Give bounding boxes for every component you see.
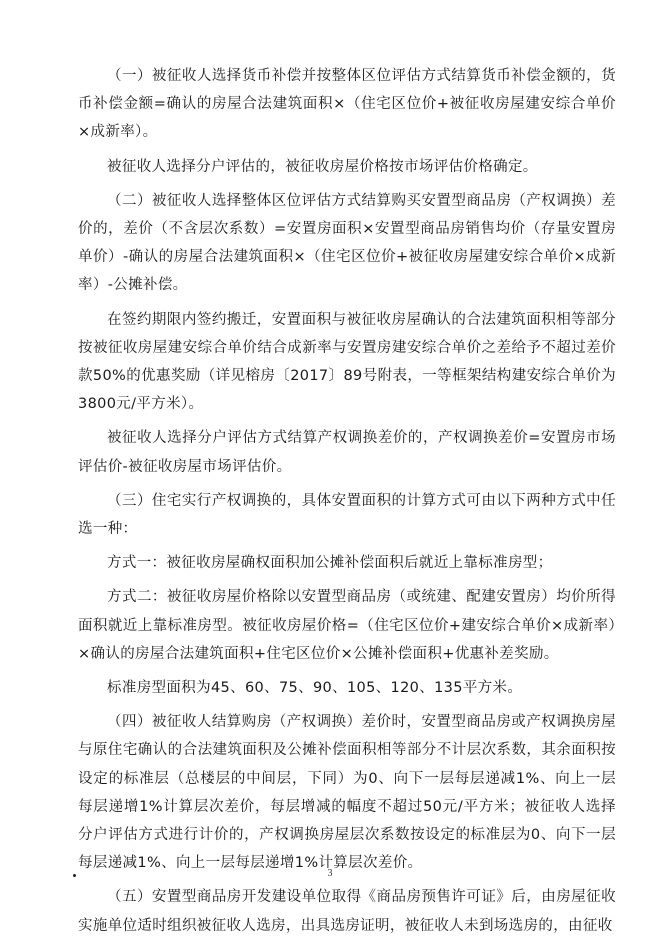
paragraph-unit-selection: （五）安置型商品房开发建设单位取得《商品房预售许可证》后，由房屋征收实施单位适时组织被征收人选房，出具选房证明，被征收人未到场选房的，由征收 [78,889,616,934]
paragraph-signing-incentive: 在签约期限内签约搬迁，安置面积与被征收房屋确认的合法建筑面积相等部分按被征收房屋建安综合单价结合成新率与安置房建安综合单价之差给予不超过差价款50%的优惠奖励（详见榕房〔2017〕89号附表，一等框架结构建安综合单价为3800元/平方米）。 [78,311,616,413]
paragraph-resettlement-price-difference: （二）被征收人选择整体区位评估方式结算购买安置型商品房（产权调换）差价的，差价（不含层次系数）=安置房面积×安置型商品房销售均价（存量安置房单价）-确认的房屋合法建筑面积×（住宅区位价+被征收房屋建安综合单价×成新率）-公摊补偿。 [78,192,616,294]
paragraph-floor-coefficient: （四）被征收人结算购房（产权调换）差价时，安置型商品房或产权调换房屋与原住宅确认的合法建筑面积及公摊补偿面积相等部分不计层次系数，其余面积按设定的标准层（总楼层的中间层，下同）为0、向下一层每层递减1%、向上一层每层递增1%计算层次差价，每层增减的幅度不超过50元/平方米；被征收人选择分户评估方式进行计价的，产权调换房屋层次系数按设定的标准层为0、向下一层每层递减1%、向上一层每层递增1%计算层次差价。 [78,714,616,872]
paragraph-resettlement-area-methods: （三）住宅实行产权调换的，具体安置面积的计算方式可由以下两种方式中任选一种： [78,492,616,538]
paragraph-method-two: 方式二：被征收房屋价格除以安置型商品房（或统建、配建安置房）均价所得面积就近上靠标准房型。被征收房屋价格=（住宅区位价+建安综合单价×成新率）×确认的房屋合法建筑面积+住宅区位价×公摊补偿面积+优惠补差奖励。 [78,589,616,662]
paragraph-monetary-compensation: （一）被征收人选择货币补偿并按整体区位评估方式结算货币补偿金额的，货币补偿金额=确认的房屋合法建筑面积×（住宅区位价+被征收房屋建安综合单价×成新率）。 [78,68,616,141]
paragraph-standard-unit-sizes: 标准房型面积为45、60、75、90、105、120、135平方米。 [107,680,523,697]
paragraph-household-appraisal: 被征收人选择分户评估的，被征收房屋价格按市场评估价格确定。 [107,158,538,175]
paragraph-property-exchange-difference: 被征收人选择分户评估方式结算产权调换差价的，产权调换差价=安置房市场评估价-被征收房屋市场评估价。 [78,430,616,475]
document-body [78,62,616,946]
paragraph-method-one: 方式一：被征收房屋确权面积加公摊补偿面积后就近上靠标准房型； [107,555,553,572]
page-number: 3 [327,868,333,879]
